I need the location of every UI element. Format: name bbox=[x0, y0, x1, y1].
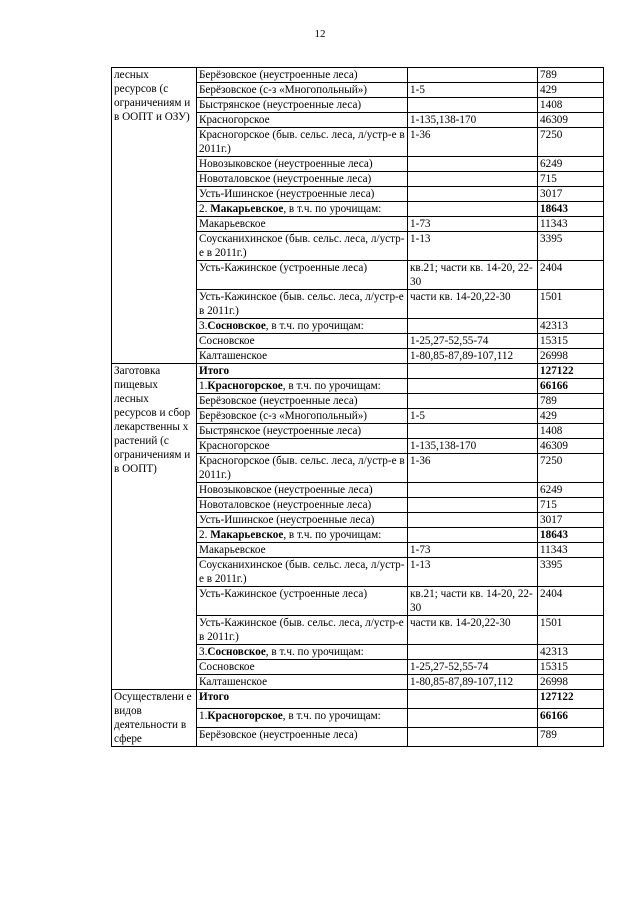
subtotal-suffix: , в т.ч. по урочищам: bbox=[283, 529, 382, 541]
quarters-cell bbox=[408, 483, 538, 498]
area-value-cell: 15315 bbox=[538, 334, 604, 349]
item-number: 2. bbox=[199, 529, 211, 541]
section-label: Заготовка пищевых лесных ресурсов и сбор лекарственны х растений (с ограничениям и в ООПТ) bbox=[112, 364, 197, 690]
area-name-cell: Соусканихинское (быв. сельс. леса, л/устр-е в 2011г.) bbox=[197, 232, 408, 261]
item-number: 1. bbox=[199, 380, 208, 392]
area-value-cell: 26998 bbox=[538, 349, 604, 364]
area-name-cell: Красногорское (быв. сельс. леса, л/устр-е в 2011г.) bbox=[197, 128, 408, 157]
area-name-cell bbox=[197, 364, 408, 379]
area-name-cell bbox=[197, 379, 408, 394]
subtotal-name: Макарьевское bbox=[210, 529, 284, 541]
area-value-cell: 127122 bbox=[538, 690, 604, 709]
quarters-cell bbox=[408, 364, 538, 379]
quarters-cell: 1-5 bbox=[408, 409, 538, 424]
area-name-cell: Усть-Ишинское (неустроенные леса) bbox=[197, 187, 408, 202]
area-value-cell: 6249 bbox=[538, 157, 604, 172]
area-name-cell bbox=[197, 528, 408, 543]
area-value-cell: 18643 bbox=[538, 528, 604, 543]
area-name-cell: Берёзовское (неустроенные леса) bbox=[197, 394, 408, 409]
area-name-cell: Быстрянское (неустроенные леса) bbox=[197, 424, 408, 439]
subtotal-suffix: , в т.ч. по урочищам: bbox=[282, 710, 381, 722]
area-value-cell: 18643 bbox=[538, 202, 604, 217]
area-value-cell: 3017 bbox=[538, 187, 604, 202]
subtotal-name: Итого bbox=[199, 691, 230, 703]
area-name-cell: Макарьевское bbox=[197, 543, 408, 558]
area-value-cell: 66166 bbox=[538, 379, 604, 394]
subtotal-name: Сосновское bbox=[207, 646, 266, 658]
quarters-cell: 1-36 bbox=[408, 454, 538, 483]
subtotal-name: Сосновское bbox=[207, 320, 266, 332]
area-value-cell: 127122 bbox=[538, 364, 604, 379]
quarters-cell bbox=[408, 528, 538, 543]
quarters-cell: 1-135,138-170 bbox=[408, 113, 538, 128]
subtotal-suffix: , в т.ч. по урочищам: bbox=[265, 646, 364, 658]
area-name-cell: Берёзовское (с-з «Многопольный») bbox=[197, 409, 408, 424]
area-name-cell: Красногорское bbox=[197, 439, 408, 454]
area-name-cell: Красногорское bbox=[197, 113, 408, 128]
item-number: 2. bbox=[199, 203, 211, 215]
area-value-cell: 715 bbox=[538, 172, 604, 187]
area-name-cell bbox=[197, 202, 408, 217]
area-value-cell: 6249 bbox=[538, 483, 604, 498]
item-number: 3. bbox=[199, 646, 208, 658]
area-name-cell: Красногорское (быв. сельс. леса, л/устр-е в 2011г.) bbox=[197, 454, 408, 483]
quarters-cell: 1-80,85-87,89-107,112 bbox=[408, 349, 538, 364]
area-value-cell: 1501 bbox=[538, 616, 604, 645]
area-value-cell: 789 bbox=[538, 68, 604, 83]
quarters-cell bbox=[408, 709, 538, 728]
area-name-cell: Берёзовское (неустроенные леса) bbox=[197, 728, 408, 747]
area-name-cell: Калташенское bbox=[197, 675, 408, 690]
area-name-cell: Макарьевское bbox=[197, 217, 408, 232]
subtotal-name: Красногорское bbox=[207, 380, 283, 392]
area-name-cell: Новоталовское (неустроенные леса) bbox=[197, 498, 408, 513]
quarters-cell bbox=[408, 690, 538, 709]
area-name-cell: Новозыковское (неустроенные леса) bbox=[197, 483, 408, 498]
table-row bbox=[112, 68, 604, 83]
item-number: 1. bbox=[199, 710, 208, 722]
quarters-cell: 1-80,85-87,89-107,112 bbox=[408, 675, 538, 690]
area-value-cell: 46309 bbox=[538, 439, 604, 454]
area-value-cell: 66166 bbox=[538, 709, 604, 728]
area-name-cell bbox=[197, 709, 408, 728]
area-name-cell: Новозыковское (неустроенные леса) bbox=[197, 157, 408, 172]
quarters-cell: 1-13 bbox=[408, 232, 538, 261]
area-value-cell: 1408 bbox=[538, 424, 604, 439]
subtotal-name: Макарьевское bbox=[210, 203, 284, 215]
quarters-cell bbox=[408, 394, 538, 409]
area-name-cell: Усть-Кажинское (быв. сельс. леса, л/устр-е в 2011г.) bbox=[197, 290, 408, 319]
area-value-cell: 1408 bbox=[538, 98, 604, 113]
subtotal-name: Итого bbox=[199, 365, 230, 377]
area-name-cell: Усть-Кажинское (устроенные леса) bbox=[197, 587, 408, 616]
quarters-cell bbox=[408, 424, 538, 439]
area-name-cell: Берёзовское (с-з «Многопольный») bbox=[197, 83, 408, 98]
area-name-cell bbox=[197, 690, 408, 709]
area-name-cell bbox=[197, 319, 408, 334]
area-value-cell: 3395 bbox=[538, 558, 604, 587]
area-name-cell: Соусканихинское (быв. сельс. леса, л/устр-е в 2011г.) bbox=[197, 558, 408, 587]
quarters-cell: 1-36 bbox=[408, 128, 538, 157]
quarters-cell bbox=[408, 187, 538, 202]
area-value-cell: 2404 bbox=[538, 587, 604, 616]
area-value-cell: 3017 bbox=[538, 513, 604, 528]
quarters-cell bbox=[408, 202, 538, 217]
quarters-cell: 1-25,27-52,55-74 bbox=[408, 660, 538, 675]
area-value-cell: 7250 bbox=[538, 454, 604, 483]
quarters-cell bbox=[408, 68, 538, 83]
area-value-cell: 715 bbox=[538, 498, 604, 513]
item-number: 3. bbox=[199, 320, 208, 332]
subtotal-suffix: , в т.ч. по урочищам: bbox=[283, 203, 382, 215]
area-value-cell: 11343 bbox=[538, 217, 604, 232]
quarters-cell: 1-13 bbox=[408, 558, 538, 587]
quarters-cell: 1-25,27-52,55-74 bbox=[408, 334, 538, 349]
area-name-cell: Берёзовское (неустроенные леса) bbox=[197, 68, 408, 83]
quarters-cell: 1-73 bbox=[408, 217, 538, 232]
area-name-cell bbox=[197, 645, 408, 660]
area-value-cell: 26998 bbox=[538, 675, 604, 690]
subtotal-suffix: , в т.ч. по урочищам: bbox=[265, 320, 364, 332]
area-value-cell: 7250 bbox=[538, 128, 604, 157]
quarters-cell bbox=[408, 172, 538, 187]
forest-areas-table bbox=[111, 67, 604, 747]
table-row bbox=[112, 690, 604, 709]
area-value-cell: 11343 bbox=[538, 543, 604, 558]
quarters-cell: 1-5 bbox=[408, 83, 538, 98]
area-name-cell: Калташенское bbox=[197, 349, 408, 364]
area-name-cell: Сосновское bbox=[197, 660, 408, 675]
area-value-cell: 42313 bbox=[538, 319, 604, 334]
area-value-cell: 2404 bbox=[538, 261, 604, 290]
quarters-cell bbox=[408, 319, 538, 334]
quarters-cell bbox=[408, 98, 538, 113]
quarters-cell bbox=[408, 513, 538, 528]
area-value-cell: 429 bbox=[538, 83, 604, 98]
quarters-cell: кв.21; части кв. 14-20, 22-30 bbox=[408, 261, 538, 290]
area-name-cell: Усть-Кажинское (устроенные леса) bbox=[197, 261, 408, 290]
quarters-cell: части кв. 14-20,22-30 bbox=[408, 290, 538, 319]
subtotal-name: Красногорское bbox=[207, 710, 283, 722]
area-value-cell: 1501 bbox=[538, 290, 604, 319]
area-value-cell: 429 bbox=[538, 409, 604, 424]
area-value-cell: 789 bbox=[538, 394, 604, 409]
quarters-cell bbox=[408, 498, 538, 513]
area-name-cell: Быстрянское (неустроенные леса) bbox=[197, 98, 408, 113]
subtotal-suffix: , в т.ч. по урочищам: bbox=[282, 380, 381, 392]
area-value-cell: 789 bbox=[538, 728, 604, 747]
quarters-cell: части кв. 14-20,22-30 bbox=[408, 616, 538, 645]
area-value-cell: 3395 bbox=[538, 232, 604, 261]
area-value-cell: 42313 bbox=[538, 645, 604, 660]
section-label: Осуществлени е видов деятельности в сфере bbox=[112, 690, 197, 747]
quarters-cell bbox=[408, 379, 538, 394]
quarters-cell bbox=[408, 728, 538, 747]
table-row bbox=[112, 364, 604, 379]
quarters-cell bbox=[408, 645, 538, 660]
area-name-cell: Усть-Ишинское (неустроенные леса) bbox=[197, 513, 408, 528]
area-name-cell: Новоталовское (неустроенные леса) bbox=[197, 172, 408, 187]
quarters-cell: кв.21; части кв. 14-20, 22-30 bbox=[408, 587, 538, 616]
quarters-cell: 1-135,138-170 bbox=[408, 439, 538, 454]
section-label: лесных ресурсов (с ограничениям и в ООПТ и ОЗУ) bbox=[112, 68, 197, 364]
quarters-cell: 1-73 bbox=[408, 543, 538, 558]
page-number: 12 bbox=[314, 28, 326, 40]
quarters-cell bbox=[408, 157, 538, 172]
area-name-cell: Сосновское bbox=[197, 334, 408, 349]
area-value-cell: 15315 bbox=[538, 660, 604, 675]
area-value-cell: 46309 bbox=[538, 113, 604, 128]
area-name-cell: Усть-Кажинское (быв. сельс. леса, л/устр-е в 2011г.) bbox=[197, 616, 408, 645]
